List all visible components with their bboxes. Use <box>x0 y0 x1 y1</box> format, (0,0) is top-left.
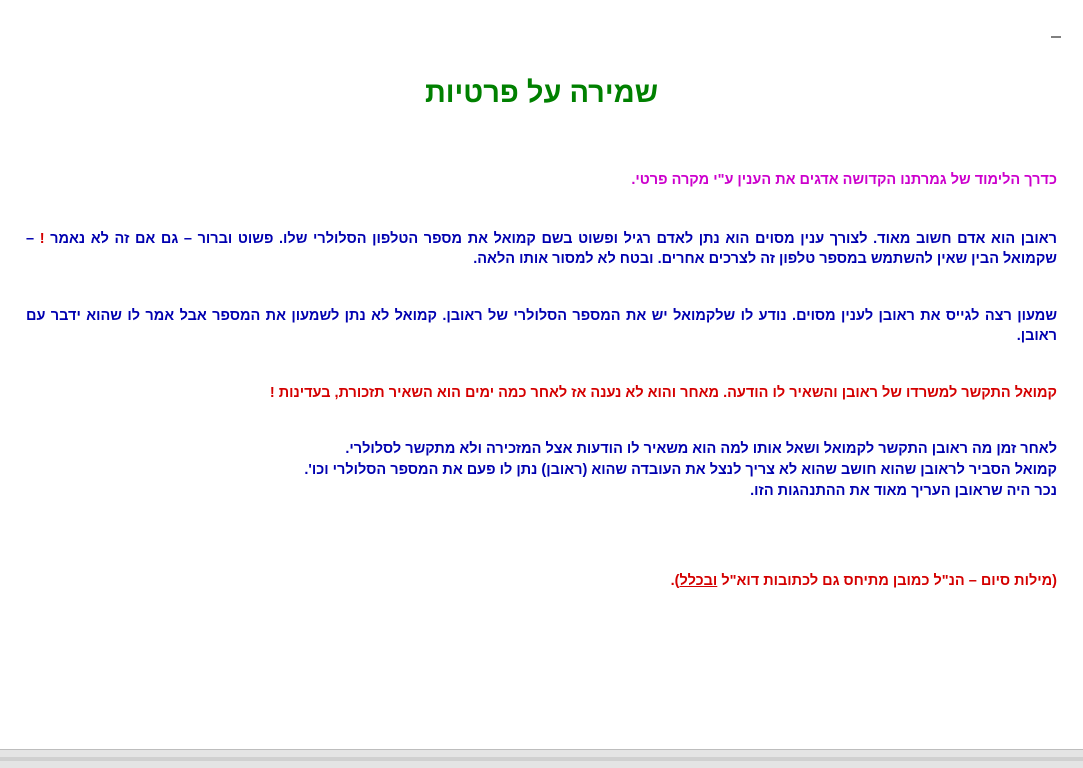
paragraph-intro: כדרך הלימוד של גמרתנו הקדושה אדגים את הענין ע"י מקרה פרטי. <box>631 172 1057 188</box>
bottom-status-bar <box>0 749 1083 768</box>
paragraph-reuven-exclamation: ! <box>39 230 45 247</box>
paragraph-conclusion-line3: נכר היה שראובן העריך מאוד את ההתנהגות הזו. <box>750 482 1057 499</box>
paragraph-closing-note <box>26 571 1057 592</box>
paragraph-reuven-part2: – שקמואל הבין שאין להשתמש במספר טלפון זה לצרכים אחרים. ובטח לא למסור אותו הלאה. <box>26 230 1057 268</box>
paragraph-reuven-part1: ראובן הוא אדם חשוב מאוד. לצורך ענין מסוים הוא נתן לאדם רגיל ופשוט בשם קמואל את מספר הטלפון הסלולרי שלו. פשוט וברור – גם אם זה לא נאמר <box>50 230 1057 247</box>
paragraph-conclusion-line2: קמואל הסביר לראובן שהוא חושב שהוא לא צריך לנצל את העובדה שהוא (ראובן) נתן לו פעם את המספר הסלולרי וכו'. <box>304 462 1057 479</box>
paragraph-conclusion-line1: לאחר זמן מה ראובן התקשר לקמואל ושאל אותו למה הוא משאיר לו הודעות אצל המזכירה ולא מתקשר לסלולרי. <box>345 441 1057 458</box>
document-content <box>26 170 1057 592</box>
closing-part1: (מילות סיום – הנ"ל כמובן מתיחס גם לכתובות דוא"ל <box>717 573 1057 590</box>
top-dash-marker <box>1051 36 1061 38</box>
bottom-scroll-track[interactable] <box>0 757 1083 761</box>
paragraph-kemuel-message <box>26 383 1057 404</box>
paragraph-reuven-importance <box>26 229 1057 270</box>
closing-part2: ). <box>670 573 680 590</box>
paragraph-kemuel-exclamation: ! <box>269 384 275 401</box>
paragraph-conclusion-block <box>26 439 1057 501</box>
paragraph-shimon-request: שמעון רצה לגייס את ראובן לענין מסוים. נודע לו שלקמואל יש את המספר הסלולרי של ראובן. קמואל לא נתן לשמעון את המספר אבל אמר לו שהוא ידבר עם ראובן. <box>26 307 1057 345</box>
paragraph-kemuel-message-text: קמואל התקשר למשרדו של ראובן והשאיר לו הודעה. מאחר והוא לא נענה אז לאחר כמה ימים הוא השאיר תזכורת, בעדינות <box>278 384 1057 401</box>
closing-underlined-word: ובכלל <box>679 573 718 590</box>
page-title: שמירה על פרטיות <box>424 77 659 110</box>
